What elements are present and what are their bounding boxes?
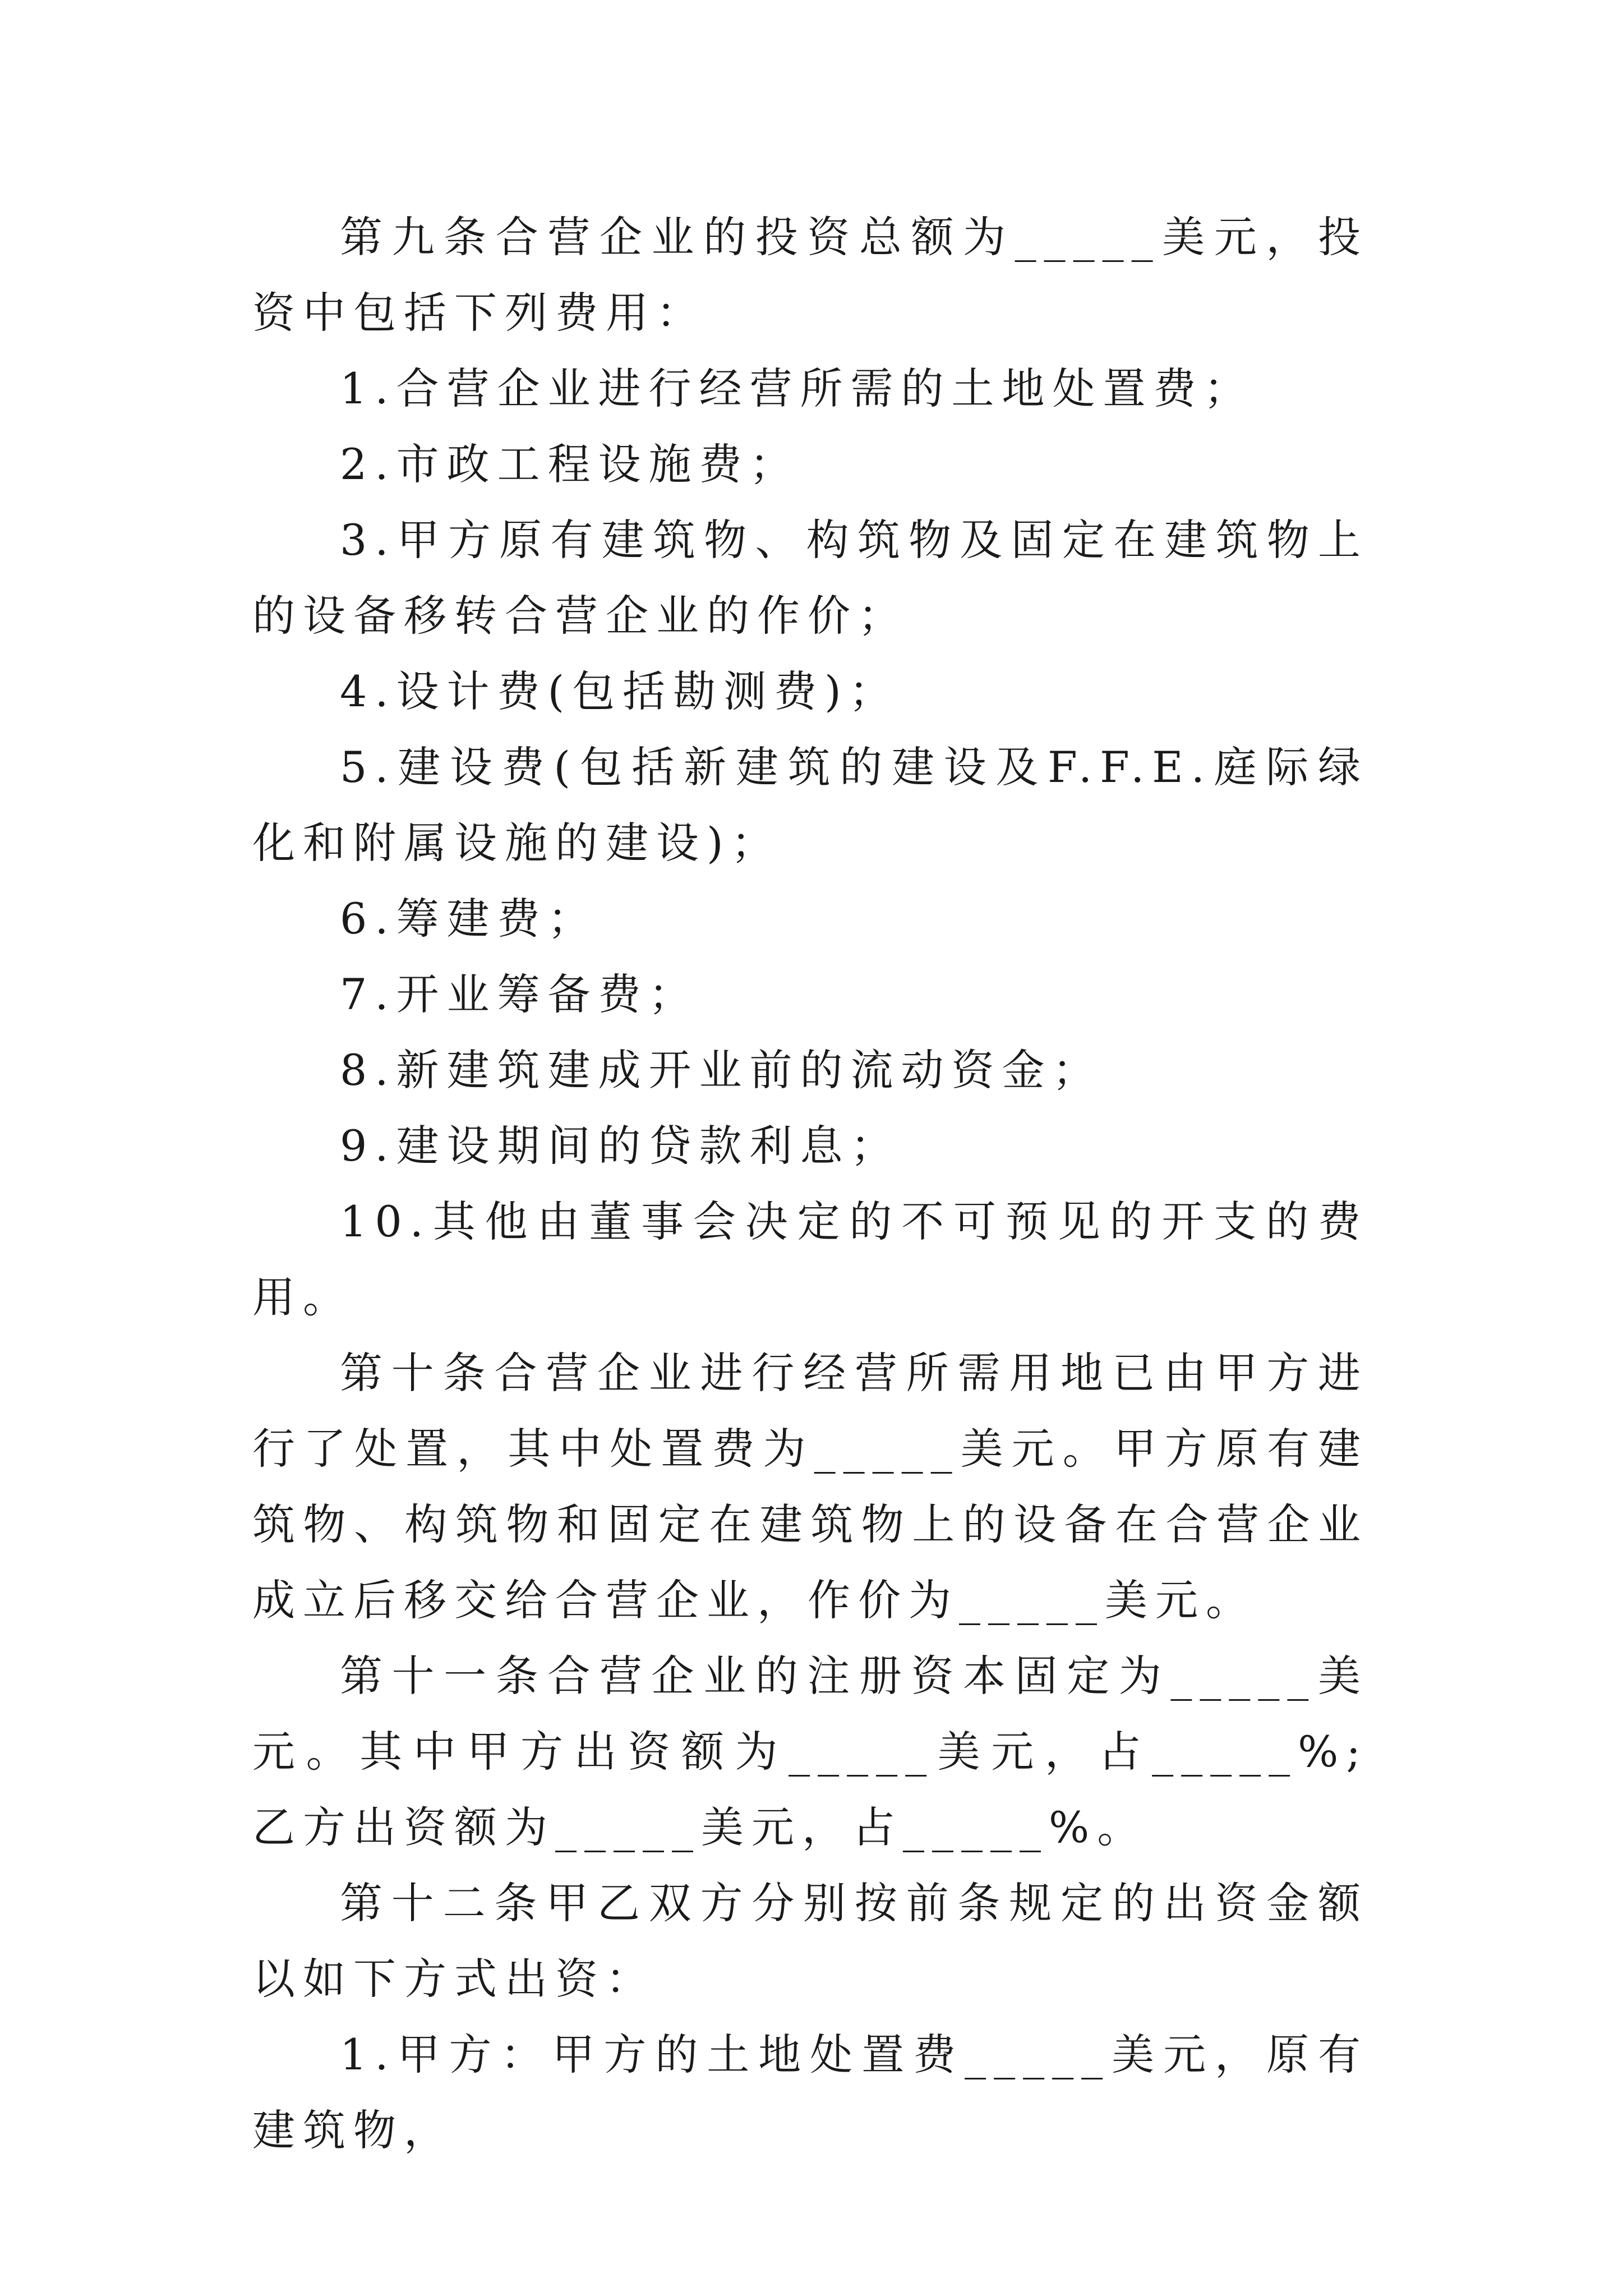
list-item-1: 1.合营企业进行经营所需的土地处置费； [340, 364, 1255, 413]
list-item-4: 4.设计费(包括勘测费)； [340, 666, 900, 716]
article-12-paragraph: 第十二条甲乙双方分别按前条规定的出资金额以如下方式出资： [252, 1878, 1368, 2004]
article-11-paragraph: 第十一条合营企业的注册资本固定为_____美元。其中甲方出资额为_____美元，占_____%;乙方出资额为_____美元，占_____%。 [252, 1651, 1368, 1852]
list-item-7: 7.开业筹备费； [340, 969, 699, 1019]
article-9-paragraph: 第九条合营企业的投资总额为_____美元，投资中包括下列费用： [252, 212, 1368, 338]
list-item-6: 6.筹建费； [340, 894, 598, 944]
list-item-10: 10.其他由董事会决定的不可预见的开支的费用。 [252, 1197, 1368, 1322]
list-item-5: 5.建设费(包括新建筑的建设及F.F.E.庭际绿化和附属设施的建设)； [252, 742, 1368, 868]
list-item-9: 9.建设期间的贷款利息； [340, 1121, 901, 1171]
list-item-2: 2.市政工程设施费； [340, 439, 800, 489]
list-item-8: 8.新建筑建成开业前的流动资金； [340, 1045, 1103, 1095]
list-item-3: 3.甲方原有建筑物、构筑物及固定在建筑物上的设备移转合营企业的作价； [252, 515, 1368, 641]
contribution-item-1: 1.甲方：甲方的土地处置费_____美元，原有建筑物， [252, 2030, 1368, 2155]
document-body [252, 199, 1368, 2168]
article-10-paragraph: 第十条合营企业进行经营所需用地已由甲方进行了处置，其中处置费为_____美元。甲方原有建筑物、构筑物和固定在建筑物上的设备在合营企业成立后移交给合营企业，作价为_____美元。 [252, 1348, 1368, 1625]
